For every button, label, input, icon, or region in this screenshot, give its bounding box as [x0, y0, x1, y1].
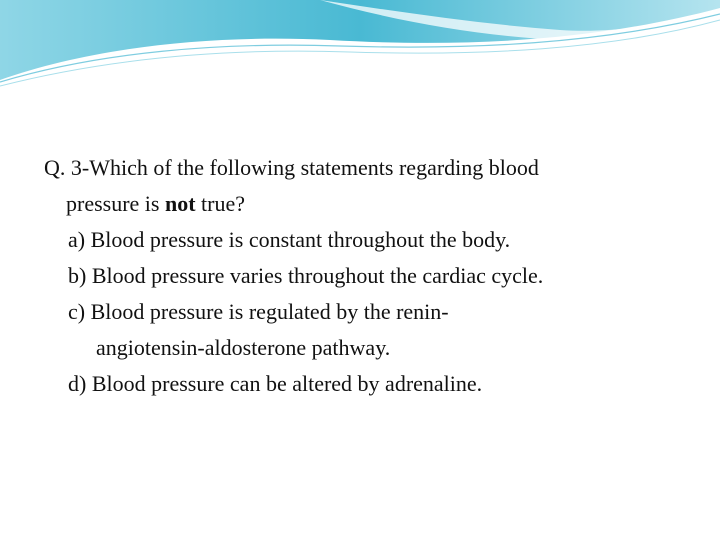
option-d: d) Blood pressure can be altered by adrenaline. — [68, 371, 483, 396]
option-c-line-1: c) Blood pressure is regulated by the renin- — [68, 299, 449, 324]
slide-content — [44, 150, 694, 402]
question-emphasis-not: not — [164, 191, 196, 216]
option-c-line-2: angiotensin-aldosterone pathway. — [96, 335, 391, 360]
decorative-wave-banner — [0, 0, 720, 90]
option-a: a) Blood pressure is constant throughout the body. — [68, 227, 511, 252]
question-line-2 — [44, 186, 694, 222]
option-b: b) Blood pressure varies throughout the cardiac cycle. — [68, 263, 544, 288]
question-line-2-start: pressure is — [66, 191, 165, 216]
wave-main — [0, 0, 720, 80]
question-text — [44, 150, 694, 222]
option-c — [44, 294, 694, 366]
question-line-1: Q. 3-Which of the following statements regarding blood — [44, 155, 539, 180]
question-line-2-end: true? — [195, 191, 246, 216]
